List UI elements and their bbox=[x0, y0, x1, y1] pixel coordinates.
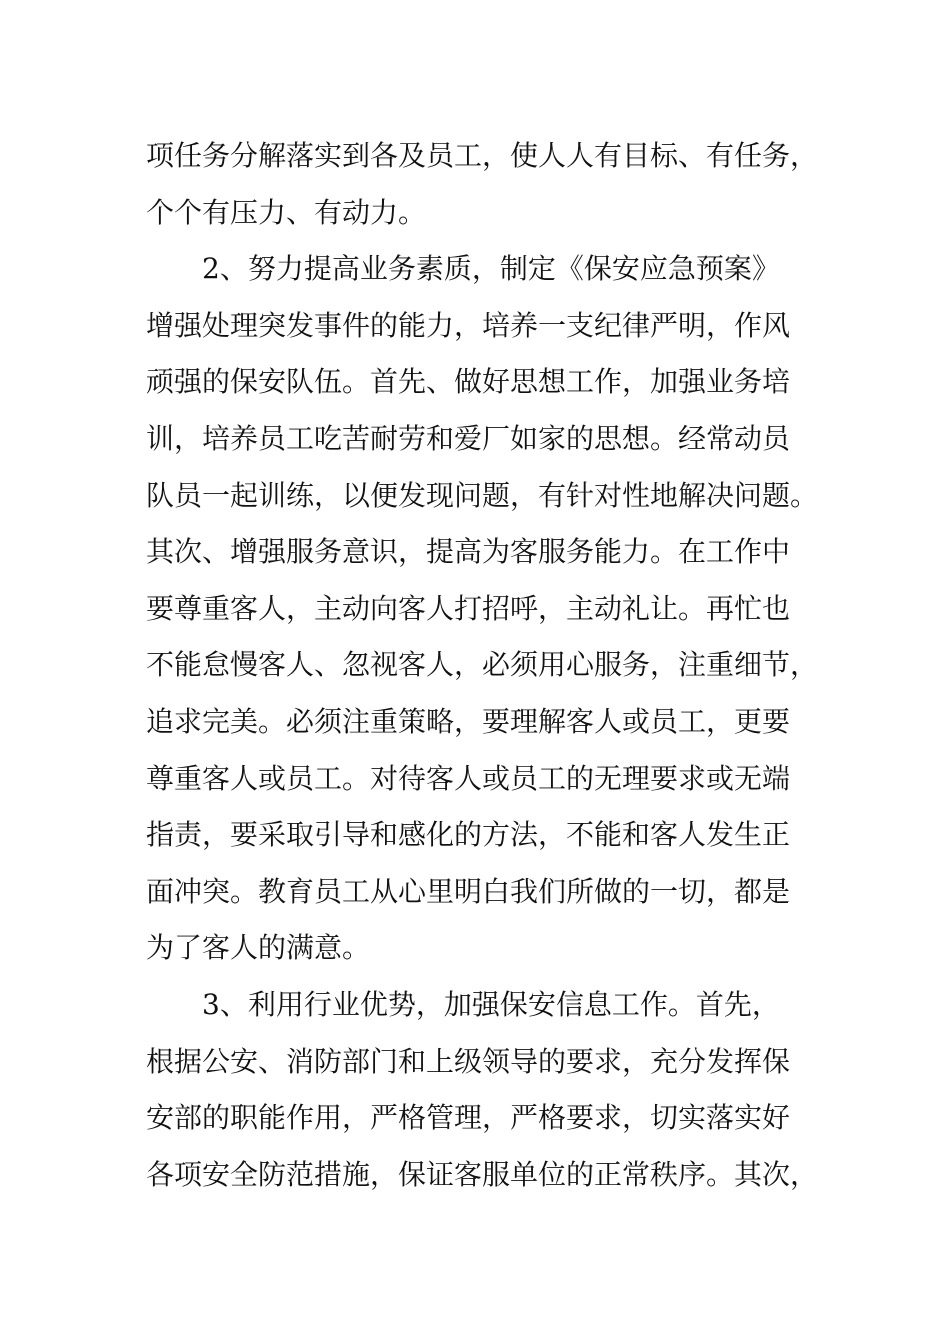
text-line: 顽强的保安队伍。首先、做好思想工作，加强业务培 bbox=[146, 365, 791, 399]
text-line: 其次、增强服务意识，提高为客服务能力。在工作中 bbox=[146, 535, 791, 569]
text-line: 面冲突。教育员工从心里明白我们所做的一切，都是 bbox=[146, 874, 791, 908]
text-line: 各项安全防范措施，保证客服单位的正常秩序。其次， bbox=[146, 1157, 819, 1191]
text-line: 队员一起训练，以便发现问题，有针对性地解决问题。 bbox=[146, 478, 819, 512]
paragraph-start-line: 2、努力提高业务素质，制定《保安应急预案》 bbox=[202, 252, 780, 286]
text-line: 项任务分解落实到各及员工，使人人有目标、有任务， bbox=[146, 139, 819, 172]
text-line: 个个有压力、有动力。 bbox=[146, 195, 427, 229]
text-line: 要尊重客人，主动向客人打招呼，主动礼让。再忙也 bbox=[146, 591, 791, 625]
text-line: 训，培养员工吃苦耐劳和爱厂如家的思想。经常动员 bbox=[146, 421, 791, 455]
text-line: 不能怠慢客人、忽视客人，必须用心服务，注重细节， bbox=[146, 648, 819, 682]
text-line: 增强处理突发事件的能力，培养一支纪律严明，作风 bbox=[146, 308, 791, 342]
text-line: 安部的职能作用，严格管理，严格要求，切实落实好 bbox=[146, 1101, 791, 1135]
text-line: 根据公安、消防部门和上级领导的要求，充分发挥保 bbox=[146, 1044, 791, 1078]
text-line: 指责，要采取引导和感化的方法，不能和客人发生正 bbox=[146, 818, 791, 852]
paragraph-start-line: 3、利用行业优势，加强保安信息工作。首先， bbox=[202, 987, 780, 1021]
text-line: 追求完美。必须注重策略，要理解客人或员工，更要 bbox=[146, 704, 791, 738]
text-line: 尊重客人或员工。对待客人或员工的无理要求或无端 bbox=[146, 761, 791, 795]
document-body bbox=[146, 128, 846, 1203]
text-line: 为了客人的满意。 bbox=[146, 931, 371, 965]
